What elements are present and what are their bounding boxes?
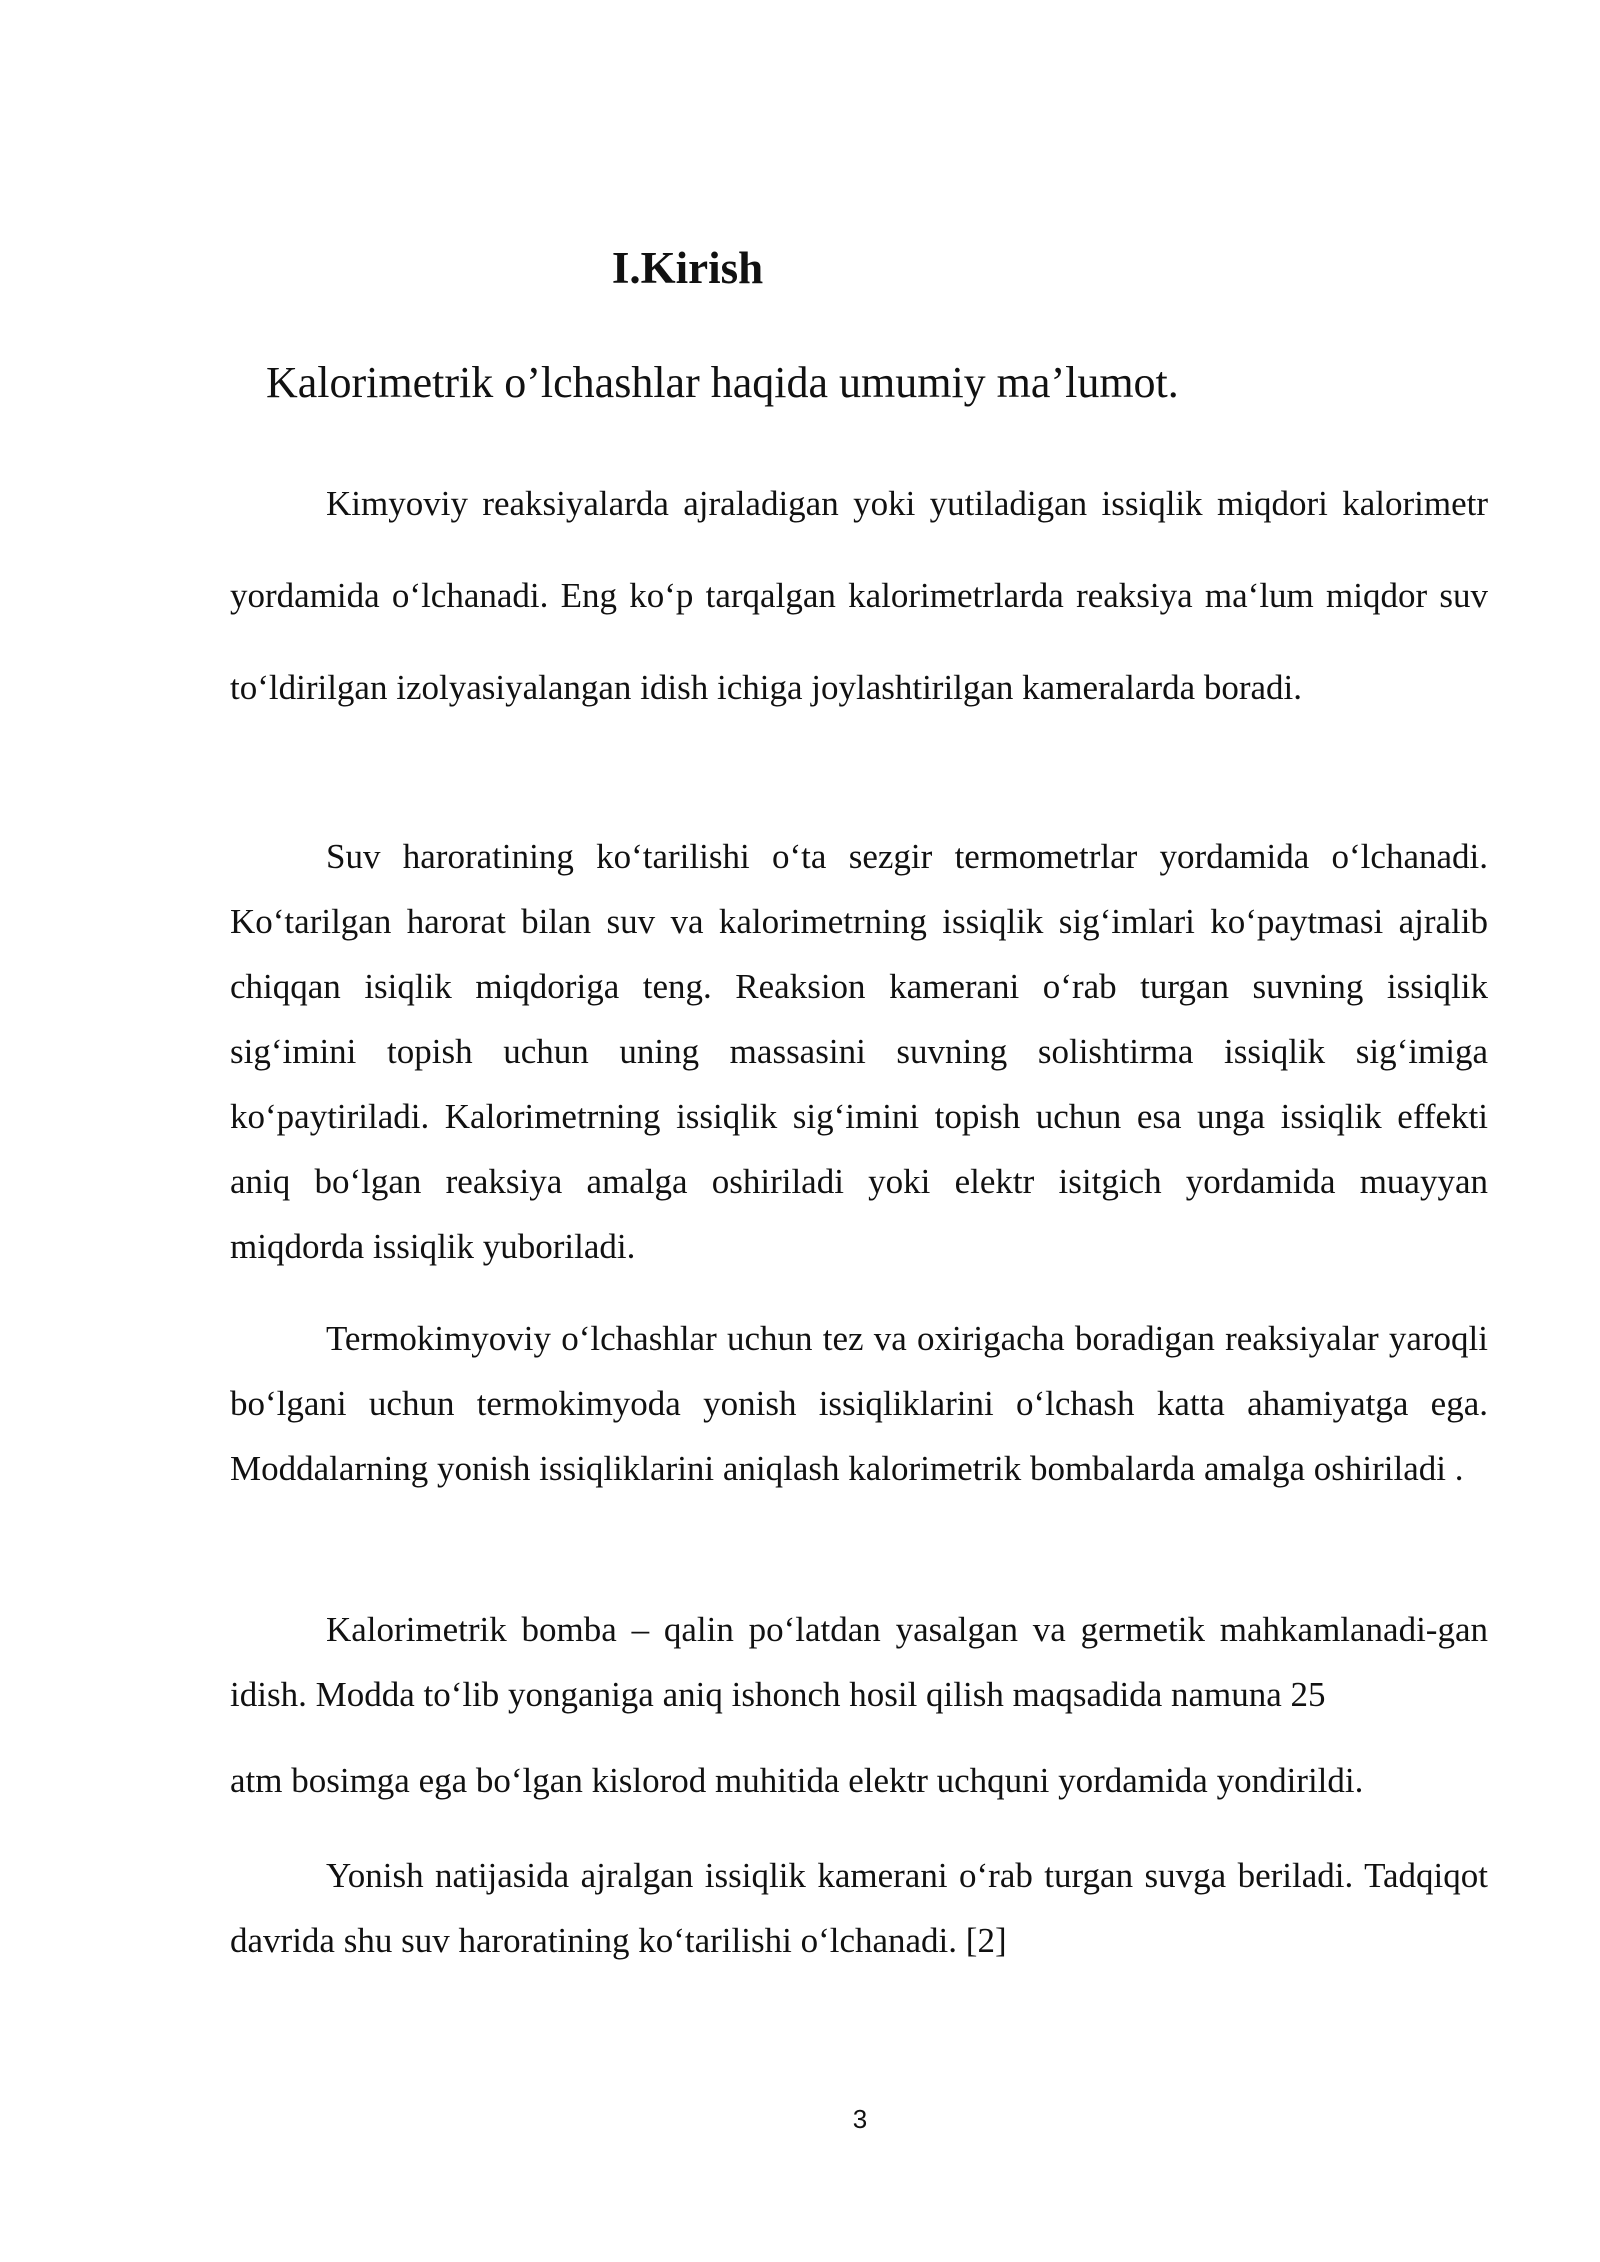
paragraph-5: Yonish natijasida ajralgan issiqlik kamerani o‘rab turgan suvga beriladi. Tadqiqot davrida shu suv haroratining ko‘tarilishi o‘lchanadi. [2] xyxy=(230,1856,1488,1960)
paragraph-3: Termokimyoviy o‘lchashlar uchun tez va oxirigacha boradigan reaksiyalar yaroqli bo‘lgani uchun termokimyoda yonish issiqliklarini o‘lchash katta ahamiyatga ega. Moddalarning yonish issiqliklarini aniqlash kalorimetrik bombalarda amalga oshiriladi . xyxy=(230,1319,1488,1488)
section-subheading: Kalorimetrik o’lchashlar haqida umumiy ma’lumot. xyxy=(266,358,1179,407)
paragraph-2: Suv haroratining ko‘tarilishi o‘ta sezgir termometrlar yordamida o‘lchanadi. Ko‘tarilgan harorat bilan suv va kalorimetrning issiqlik sig‘imlari ko‘paytmasi ajralib chiqqan isiqlik miqdoriga teng. Reaksion kamerani o‘rab turgan suvning issiqlik sig‘imini topish uchun uning massasini suvning solishtirma issiqlik sig‘imiga ko‘paytiriladi. Kalorimetrning issiqlik sig‘imini topish uchun esa unga issiqlik effekti aniq bo‘lgan reaksiya amalga oshiriladi yoki elektr isitgich yordamida muayyan miqdorda issiqlik yuboriladi. xyxy=(230,837,1488,1266)
page-number: 3 xyxy=(852,2104,868,2134)
section-heading: I.Kirish xyxy=(611,243,764,293)
paragraph-4-continuation: atm bosimga ega bo‘lgan kislorod muhitida elektr uchquni yordamida yondirildi. xyxy=(230,1761,1364,1800)
paragraph-1: Kimyoviy reaksiyalarda ajraladigan yoki yutiladigan issiqlik miqdori kalorimetr yordamida o‘lchanadi. Eng ko‘p tarqalgan kalorimetrlarda reaksiya ma‘lum miqdor suv to‘ldirilgan izolyasiyalangan idish ichiga joylashtirilgan kameralarda boradi. xyxy=(230,484,1488,707)
paragraph-4: Kalorimetrik bomba – qalin po‘latdan yasalgan va germetik mahkamlanadi-gan idish. Modda to‘lib yonganiga aniq ishonch hosil qilish maqsadida namuna 25 xyxy=(230,1610,1488,1714)
